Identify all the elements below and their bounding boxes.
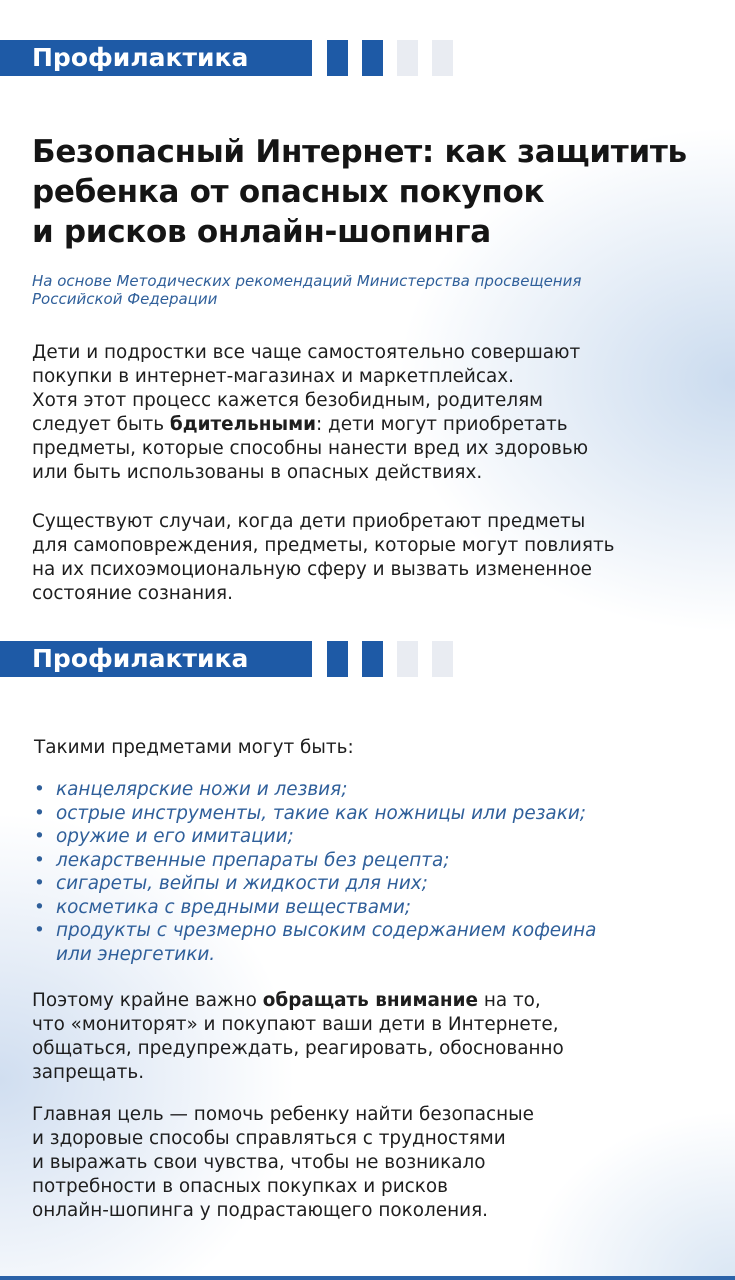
paragraph-line: на их психоэмоциональную сферу и вызвать измененное: [32, 559, 592, 580]
bullet-icon: •: [34, 873, 45, 894]
title-line: Безопасный Интернет: как защитить: [32, 134, 687, 170]
paragraph-line: запрещать.: [32, 1062, 145, 1083]
attention-paragraph: [32, 989, 722, 1085]
source-note: [32, 272, 712, 308]
paragraph-line: или быть использованы в опасных действиях.: [32, 462, 483, 483]
text-run: : дети могут приобретать: [316, 414, 568, 435]
list-item-text: канцелярские ножи и лезвия;: [56, 779, 348, 800]
list-item: [34, 849, 724, 873]
paragraph-line: Дети и подростки все чаще самостоятельно совершают: [32, 342, 581, 363]
list-item-text: продукты с чрезмерно высоким содержанием кофеина: [56, 920, 597, 941]
list-item: [34, 872, 724, 896]
paragraph-line: покупки в интернет-магазинах и маркетплейсах.: [32, 366, 514, 387]
paragraph-line: потребности в опасных покупках и рисков: [32, 1176, 448, 1197]
title-line: и рисков онлайн-шопинга: [32, 214, 491, 250]
header-square-dark: [327, 40, 348, 76]
header-square-dark: [327, 641, 348, 677]
paragraph-line: предметы, которые способны нанести вред их здоровью: [32, 438, 589, 459]
list-item-continuation: или энергетики.: [56, 943, 216, 965]
bold-text: обращать внимание: [262, 990, 478, 1011]
page-title: [32, 132, 722, 252]
list-item: [34, 802, 724, 826]
paragraph-line: для самоповреждения, предметы, которые могут повлиять: [32, 535, 615, 556]
paragraph-line: общаться, предупреждать, реагировать, обоснованно: [32, 1038, 564, 1059]
paragraph-line: Хотя этот процесс кажется безобидным, родителям: [32, 390, 544, 411]
list-item: [34, 896, 724, 920]
list-item-text: оружие и его имитации;: [56, 826, 294, 847]
list-item-text: острые инструменты, такие как ножницы или резаки;: [56, 802, 586, 824]
list-item: [34, 825, 724, 849]
bold-text: бдительными: [169, 414, 316, 435]
header-square-light: [432, 40, 453, 76]
text-run: на то,: [477, 990, 541, 1011]
list-item: [34, 919, 724, 966]
header-square-light: [397, 40, 418, 76]
text-run: следует быть: [32, 414, 170, 435]
title-line: ребенка от опасных покупок: [32, 174, 545, 210]
paragraph-line: и здоровые способы справляться с трудностями: [32, 1128, 506, 1149]
list-item-text: сигареты, вейпы и жидкости для них;: [56, 873, 428, 894]
header-square-light: [432, 641, 453, 677]
list-item: [34, 778, 724, 802]
paragraph-line: [32, 413, 722, 437]
bullet-icon: •: [34, 920, 45, 941]
bullet-icon: •: [34, 896, 45, 918]
section-header-top: [0, 40, 735, 76]
source-line: Российской Федерации: [32, 290, 218, 308]
items-list: [34, 778, 724, 966]
bullet-icon: •: [34, 779, 45, 800]
section-header-bottom: [0, 641, 735, 677]
paragraph-line: состояние сознания.: [32, 583, 233, 604]
paragraph-line: что «мониторят» и покупают ваши дети в Интернете,: [32, 1014, 559, 1035]
header-square-dark: [362, 40, 383, 76]
cases-paragraph: [32, 510, 722, 606]
list-intro: Такими предметами могут быть:: [34, 737, 354, 758]
intro-paragraph: [32, 341, 722, 485]
text-run: Поэтому крайне важно: [32, 990, 263, 1011]
paragraph-line: онлайн-шопинга у подрастающего поколения.: [32, 1200, 488, 1221]
list-item-text: лекарственные препараты без рецепта;: [56, 849, 450, 871]
goal-paragraph: [32, 1103, 722, 1223]
header-title: Профилактика: [32, 43, 249, 72]
paragraph-line: [32, 989, 722, 1013]
header-square-light: [397, 641, 418, 677]
paragraph-line: Главная цель — помочь ребенку найти безопасные: [32, 1104, 534, 1125]
paragraph-line: и выражать свои чувства, чтобы не возникало: [32, 1152, 486, 1173]
bullet-icon: •: [34, 826, 45, 847]
bullet-icon: •: [34, 802, 45, 824]
source-line: На основе Методических рекомендаций Министерства просвещения: [32, 272, 582, 290]
paragraph-line: Существуют случаи, когда дети приобретают предметы: [32, 511, 586, 532]
bullet-icon: •: [34, 849, 45, 871]
header-title: Профилактика: [32, 644, 249, 673]
header-square-dark: [362, 641, 383, 677]
list-item-text: косметика с вредными веществами;: [56, 896, 412, 918]
